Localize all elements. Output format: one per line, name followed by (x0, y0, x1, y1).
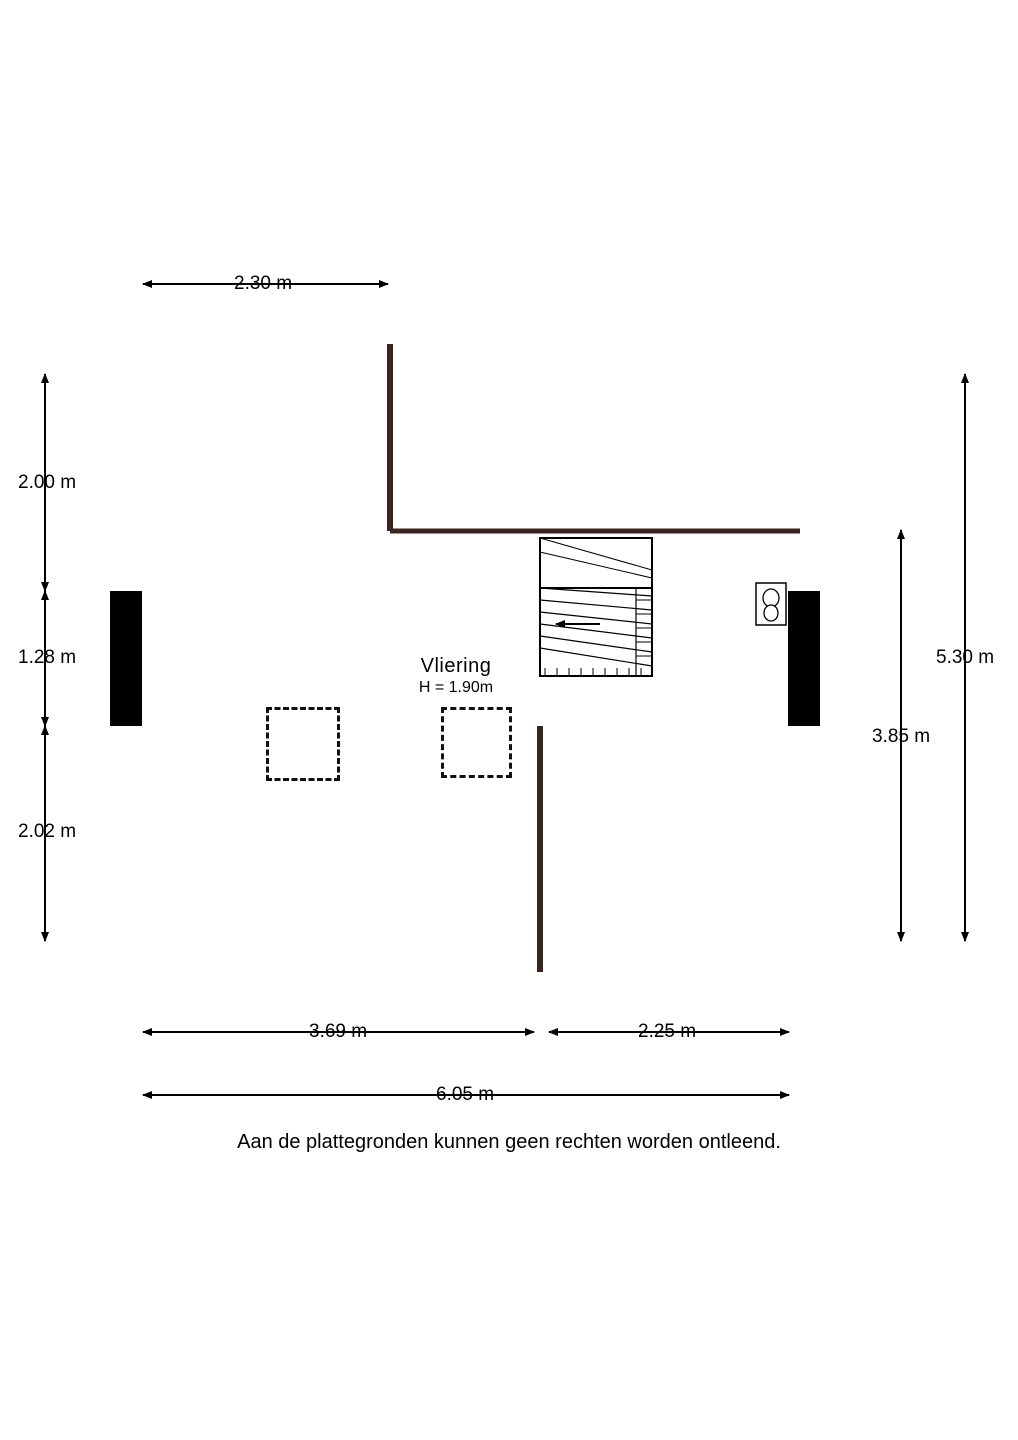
dimension-label-right-3-85: 3.85 m (872, 726, 931, 747)
dimension-label-left-2-02: 2.02 m (18, 821, 77, 842)
dimension-label-bottom-2-25: 2.25 m (638, 1021, 697, 1042)
dimension-label-left-1-28: 1.28 m (18, 647, 77, 668)
dimension-label-top-2-30: 2.30 m (234, 273, 293, 294)
dimension-label-left-2-00: 2.00 m (18, 472, 77, 493)
duct-opening-left (266, 707, 340, 781)
wall-segment-west (110, 591, 142, 726)
dimension-label-bottom-6-05: 6.05 m (436, 1084, 495, 1105)
room-label-vliering (356, 655, 556, 697)
room-height-text: H = 1.90m (418, 679, 494, 696)
dimension-label-right-5-30: 5.30 m (936, 647, 995, 668)
staircase (540, 538, 652, 676)
dimension-label-bottom-3-69: 3.69 m (309, 1021, 368, 1042)
toilet-fixture (756, 583, 786, 625)
duct-opening-right (441, 707, 512, 778)
wall-segment-east (788, 591, 820, 726)
room-name-text: Vliering (420, 655, 492, 677)
disclaimer-text: Aan de plattegronden kunnen geen rechten worden ontleend. (237, 1131, 781, 1153)
